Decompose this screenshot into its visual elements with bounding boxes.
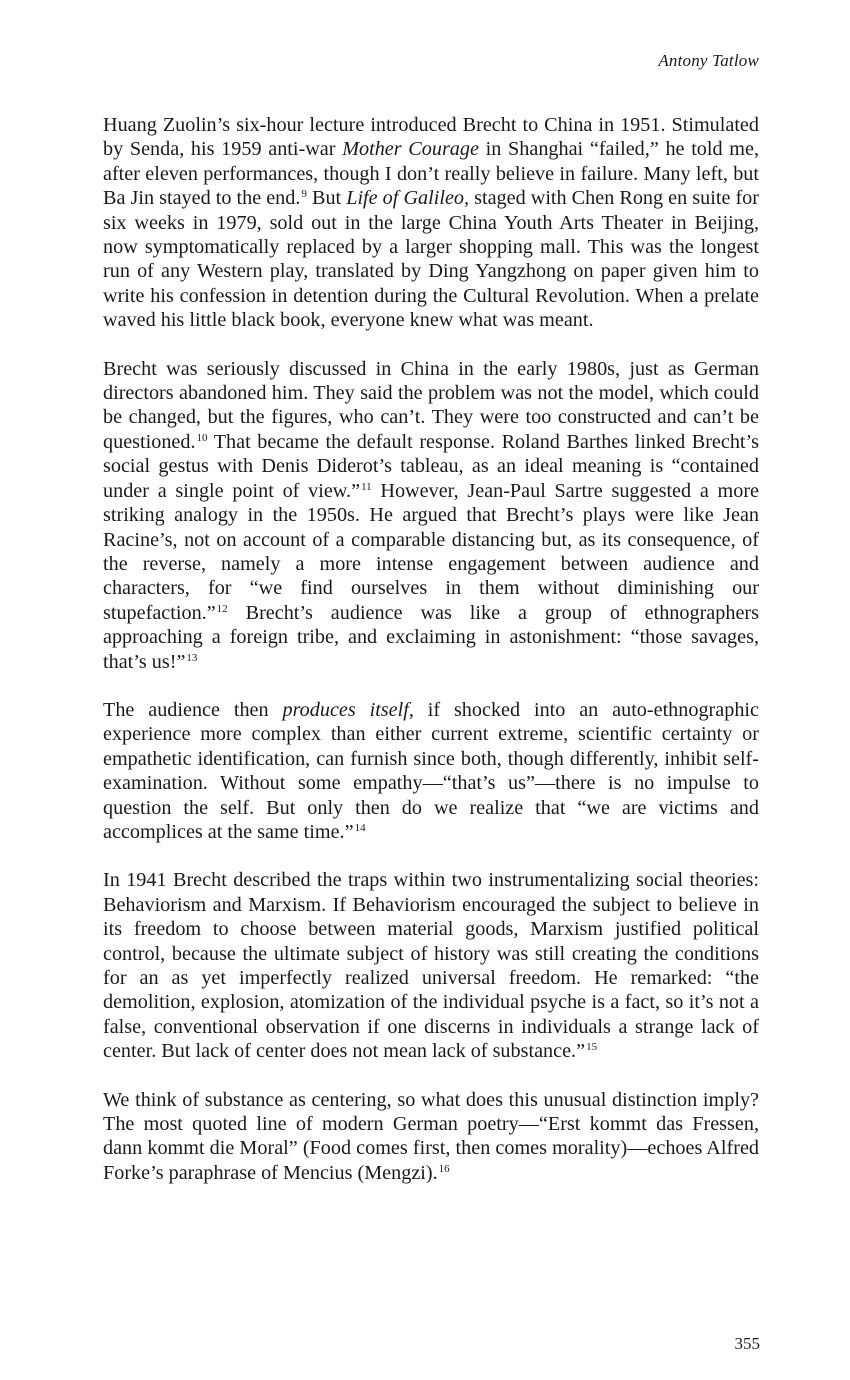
- running-head-author: Antony Tatlow: [658, 51, 759, 70]
- text-run: Huang Zuolin’s six-hour lecture introduced Brecht to China in 1951. Stimulated by Senda, his 1959 anti-war: [103, 114, 759, 161]
- paragraph-2: [103, 357, 759, 674]
- page-number: 355: [734, 1334, 760, 1353]
- footnote-ref: 9: [301, 188, 307, 201]
- text-run: We think of substance as centering, so what does this unusual distinction imply? The most quoted line of modern German poetry—“Erst kommt das Fressen, dann kommt die Moral” (Food comes first, then comes morality)—echoes Alfred Forke’s paraphrase of Mencius (Mengzi).: [103, 1088, 759, 1184]
- text-run: The audience then: [103, 698, 283, 721]
- text-run: if shocked into an auto-ethnographic experience more complex than either current extreme, scientific certainty or empathetic identification, can furnish since both, though differently, inhibit self-examination. Without some empathy—“that’s us”—there is no impulse to question the self. But only then do we realize that “we are victims and accomplices at the same time.”: [103, 698, 760, 843]
- footnote-ref: 11: [361, 480, 372, 493]
- footnote-ref: 12: [216, 602, 228, 615]
- footnote-ref: 15: [586, 1041, 598, 1054]
- paragraph-5: [103, 1088, 759, 1186]
- text-run: staged with Chen Rong en suite for six weeks in 1979, sold out in the large China Youth Arts Theater in Beijing, now symptomatically replaced by a larger shopping mall. This was the longest run of any Western play, translated by Ding Yangzhong on paper given him to write his confession in detention during the Cultural Revolution. When a prelate waved his little black book, everyone knew what was meant.: [103, 187, 759, 332]
- footnote-ref: 10: [196, 431, 208, 444]
- article-body: [103, 113, 759, 1185]
- footnote-ref: 14: [354, 821, 366, 834]
- text-run: In 1941 Brecht described the traps within two instrumentalizing social theories: Behaviorism and Marxism. If Behaviorism encouraged the subject to believe in its freedom to choose between material goods, Marxism justified political control, because the ultimate subject of history was still creating the conditions for an as yet imperfectly realized universal freedom. He remarked: “the demolition, explosion, atomization of the individual psyche is a fact, so it’s not a false, conventional observation if one discerns in individuals a strange lack of center. But lack of center does not mean lack of substance.”: [103, 869, 759, 1063]
- text-run: in Shanghai “failed,” he told me, after eleven performances, though I don’t really believe in failure. Many left, but Ba Jin stayed to the end.: [103, 138, 759, 210]
- footnote-ref: 16: [438, 1162, 450, 1175]
- paragraph-1: [103, 113, 759, 333]
- text-run: Brecht was seriously discussed in China in the early 1980s, just as German directors abandoned him. They said the problem was not the model, which could be changed, but the figures, who can’t. They were too constructed and can’t be questioned.: [103, 357, 759, 453]
- text-run: That became the default response. Roland Barthes linked Brecht’s social gestus with Denis Diderot’s tableau, as an ideal meaning is “contained under a single point of view.”: [103, 430, 759, 502]
- italic-text: produces itself,: [282, 698, 414, 721]
- text-run: However, Jean-Paul Sartre suggested a more striking analogy in the 1950s. He argued that Brecht’s plays were like Jean Racine’s, not on account of a comparable distancing but, as its consequence, of the reverse, namely a more intense engagement between audience and characters, for “we find ourselves in them without diminishing our stupefaction.”: [103, 479, 760, 624]
- text-run: But: [306, 187, 347, 210]
- italic-text: Life of Galileo,: [346, 187, 470, 210]
- italic-text: Mother Courage: [342, 138, 479, 161]
- paragraph-4: [103, 868, 759, 1063]
- text-run: Brecht’s audience was like a group of ethnographers approaching a foreign tribe, and exclaiming in astonishment: “those savages, that’s us!”: [103, 601, 759, 673]
- paragraph-3: [103, 698, 759, 844]
- footnote-ref: 13: [186, 651, 198, 664]
